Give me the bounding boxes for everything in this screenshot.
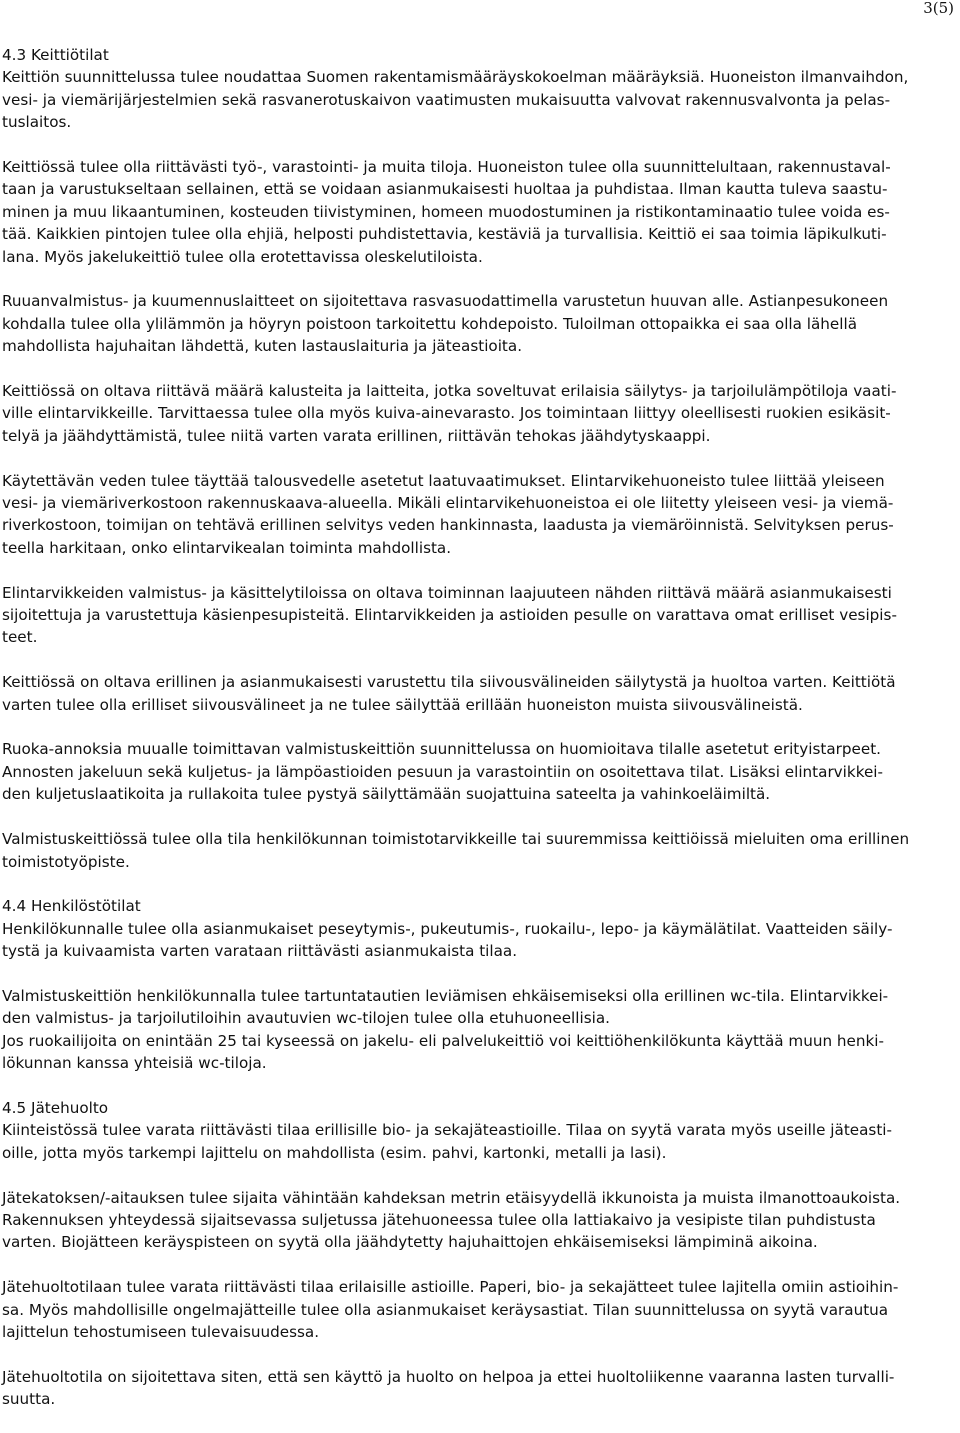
paragraph [2,290,954,357]
text-line: telyä ja jäähdyttämistä, tulee niitä varten varata erillinen, riittävän tehokas jäähdytyskaappi. [2,426,711,445]
text-line: varten. Biojätteen keräyspisteen on syytä olla jäähdytetty hajuhaittojen ehkäisemiseksi lämpiminä aikoina. [2,1233,818,1252]
document-body [2,44,954,1433]
section-heading: 4.4 Henkilöstötilat [2,897,141,916]
text-line: Valmistuskeittiössä tulee olla tila henkilökunnan toimistotarvikkeille tai suuremmissa keittiöissä mieluiten oma erillinen [2,830,910,849]
paragraph [2,985,954,1075]
text-line: den valmistus- ja tarjoilutiloihin avautuvien wc-tilojen tulee olla etuhuoneellisia. [2,1009,610,1028]
paragraph [2,380,954,447]
section-jatehuolto-intro [2,1097,954,1164]
paragraph [2,1119,954,1164]
text-line: Jätehuoltotila on sijoitettava siten, että sen käyttö ja huolto on helpoa ja ettei huoltoliikenne vaaranna lasten turvalli- [2,1367,895,1386]
text-line: lökunnan kanssa yhteisiä wc-tiloja. [2,1054,267,1073]
text-line: lajittelun tehostumiseen tulevaisuudessa. [2,1322,320,1341]
text-line: Ruuanvalmistus- ja kuumennuslaitteet on sijoitettava rasvasuodattimella varustetun huuvan alle. Astianpesukoneen [2,292,889,311]
text-line: kohdalla tulee olla ylilämmön ja höyryn poistoon tarkoitettu kohdepoisto. Tuloilman ottopaikka ei saa olla lähellä [2,314,858,333]
text-line: sa. Myös mahdollisille ongelmajätteille tulee olla asianmukaiset keräysastiat. Tilan suunnittelussa on syytä varautua [2,1300,889,1319]
text-line: Kiinteistössä tulee varata riittävästi tilaa erillisille bio- ja sekajäteastioille. Tilaa on syytä varata myös useille jäteasti- [2,1121,892,1140]
text-line: Käytettävän veden tulee täyttää talousvedelle asetetut laatuvaatimukset. Elintarvikehuoneisto tulee liittää yleiseen [2,471,885,490]
section-henkilostotilat-intro [2,895,954,962]
text-line: Keittiössä on oltava erillinen ja asianmukaisesti varustettu tila siivousvälineiden säilytystä ja huoltoa varten. Keittiötä [2,673,896,692]
paragraph [2,156,954,268]
paragraph [2,1366,954,1411]
text-line: oille, jotta myös tarkempi lajittelu on mahdollista (esim. pahvi, kartonki, metalli ja lasi). [2,1143,667,1162]
text-line: Jätekatoksen/-aitauksen tulee sijaita vähintään kahdeksan metrin etäisyydellä ikkunoista ja muista ilmanottoaukoista. [2,1188,901,1207]
text-line: Jätehuoltotilaan tulee varata riittävästi tilaa erilaisille astioille. Paperi, bio- ja sekajätteet tulee lajitella omiin astioihin- [2,1278,899,1297]
paragraph [2,1187,954,1254]
paragraph [2,470,954,560]
text-line: Ruoka-annoksia muualle toimittavan valmistuskeittiön suunnittelussa on huomioitava tilalle asetetut erityistarpeet. [2,740,881,759]
paragraph [2,66,954,133]
text-line: Keittiössä tulee olla riittävästi työ-, varastointi- ja muita tiloja. Huoneiston tulee olla suunnittelultaan, rakennustaval- [2,158,891,177]
text-line: vesi- ja viemärijärjestelmien sekä rasvanerotuskaivon vaatimusten mukaisuutta valvovat rakennusvalvonta ja pelas- [2,90,891,109]
text-line: Henkilökunnalle tulee olla asianmukaiset peseytymis-, pukeutumis-, ruokailu-, lepo- ja käymälätilat. Vaatteiden säily- [2,919,893,938]
text-line: Elintarvikkeiden valmistus- ja käsittelytiloissa on oltava toiminnan laajuuteen nähden riittävä määrä asianmukaisesti [2,583,892,602]
text-line: sijoitettuja ja varustettuja käsienpesupisteitä. Elintarvikkeiden ja astioiden pesulle on varattava omat erilliset vesipis- [2,606,897,625]
paragraph [2,918,954,963]
text-line: den kuljetuslaatikoita ja rullakoita tulee pystyä säilyttämään suojattuina sateelta ja vahinkoeläimiltä. [2,785,771,804]
text-line: Jos ruokailijoita on enintään 25 tai kyseessä on jakelu- eli palvelukeittiö voi keittiöhenkilökunta käyttää muun henki- [2,1031,884,1050]
text-line: Valmistuskeittiön henkilökunnalla tulee tartuntatautien leviämisen ehkäisemiseksi olla erillinen wc-tila. Elintarvikkei- [2,986,889,1005]
section-keittiotilat-intro [2,44,954,134]
paragraph [2,738,954,805]
text-line: vesi- ja viemäriverkostoon rakennuskaava-alueella. Mikäli elintarvikehuoneistoa ei ole liitetty yleiseen vesi- ja viemä- [2,494,894,513]
text-line: mahdollista hajuhaitan lähdettä, kuten lastauslaituria ja jäteastioita. [2,337,523,356]
text-line: lana. Myös jakelukeittiö tulee olla erotettavissa oleskelutiloista. [2,247,483,266]
text-line: tuslaitos. [2,113,72,132]
text-line: suutta. [2,1390,56,1409]
text-line: Annosten jakeluun sekä kuljetus- ja lämpöastioiden pesuun ja varastointiin on osoitettava tilat. Lisäksi elintarvikkei- [2,762,883,781]
text-line: Keittiössä on oltava riittävä määrä kalusteita ja laitteita, jotka soveltuvat erilaisia säilytys- ja tarjoilulämpötiloja vaati- [2,382,897,401]
text-line: teella harkitaan, onko elintarvikealan toiminta mahdollista. [2,538,452,557]
paragraph [2,671,954,716]
paragraph [2,1276,954,1343]
text-line: tää. Kaikkien pintojen tulee olla ehjiä, helposti puhdistettavia, kestäviä ja turvallisia. Keittiö ei saa toimia läpikulkuti- [2,225,887,244]
text-line: toimistotyöpiste. [2,852,130,871]
section-heading: 4.5 Jätehuolto [2,1098,109,1117]
text-line: Keittiön suunnittelussa tulee noudattaa Suomen rakentamismääräyskokoelman määräyksiä. Huoneiston ilmanvaihdon, [2,68,909,87]
text-line: riverkostoon, toimijan on tehtävä erillinen selvitys veden hankinnasta, laadusta ja viemäröinnistä. Selvityksen perus- [2,516,894,535]
text-line: teet. [2,628,38,647]
paragraph [2,828,954,873]
text-line: tystä ja kuivaamista varten varataan riittävästi asianmukaista tilaa. [2,942,518,961]
page-number: 3(5) [923,0,954,17]
text-line: ville elintarvikkeille. Tarvittaessa tulee olla myös kuiva-ainevarasto. Jos toimintaan liittyy oleellisesti ruokien esikäsit- [2,404,891,423]
paragraph [2,582,954,649]
text-line: taan ja varustukseltaan sellainen, että se voidaan asianmukaisesti huoltaa ja puhdistaa. Ilman kautta tuleva saastu- [2,180,888,199]
section-heading: 4.3 Keittiötilat [2,46,109,64]
text-line: Rakennuksen yhteydessä sijaitsevassa suljetussa jätehuoneessa tulee olla lattiakaivo ja vesipiste tilan puhdistusta [2,1210,876,1229]
text-line: varten tulee olla erilliset siivousvälineet ja ne tulee säilyttää erillään huoneiston muista siivousvälineistä. [2,695,803,714]
text-line: minen ja muu likaantuminen, kosteuden tiivistyminen, homeen muodostuminen ja ristikontaminaatio tulee voida es- [2,202,890,221]
